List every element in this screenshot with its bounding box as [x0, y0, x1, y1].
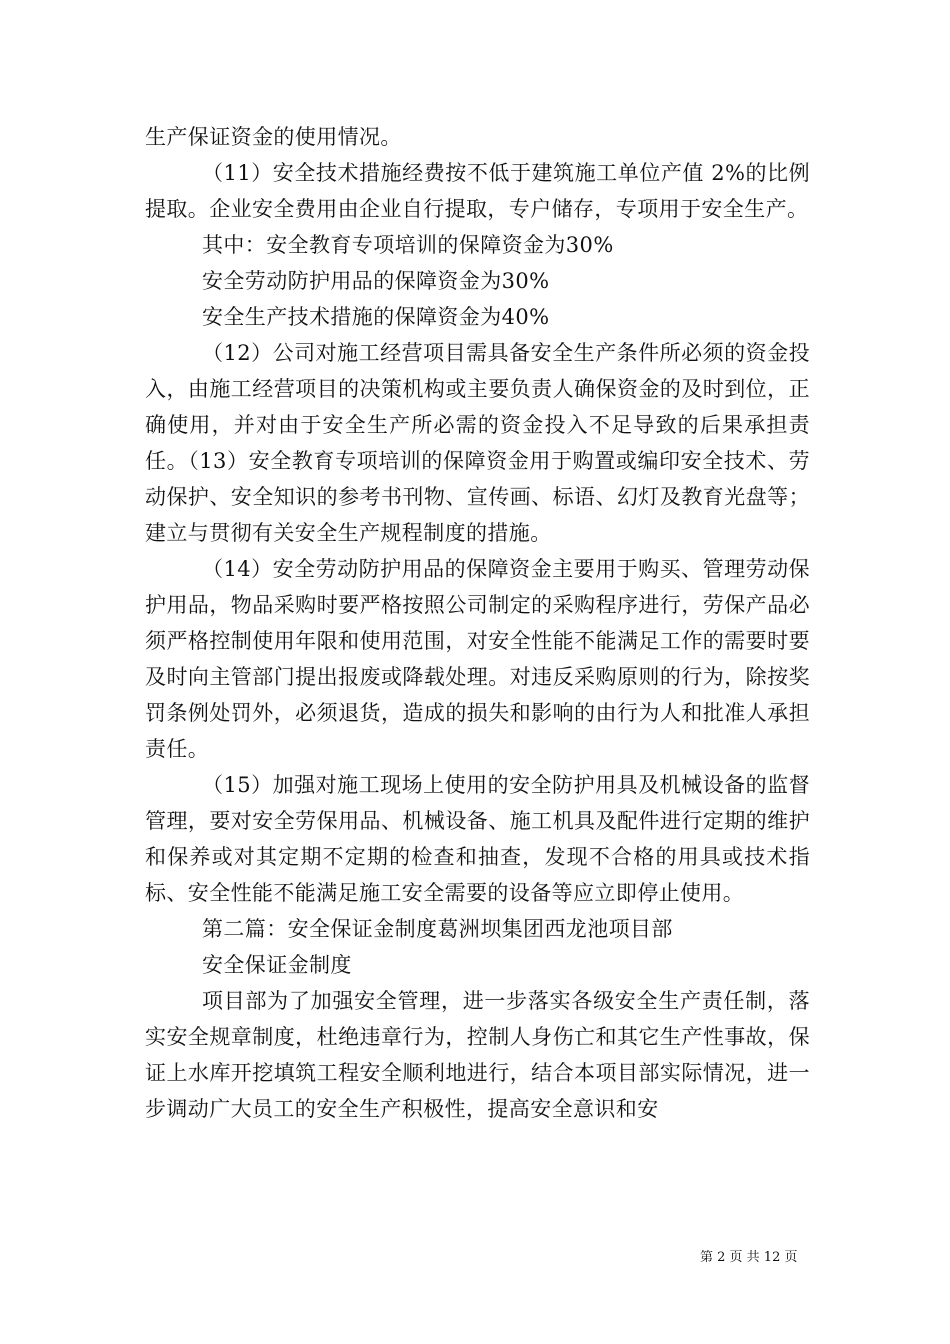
paragraph-continuation: 生产保证资金的使用情况。 [145, 125, 402, 149]
section-heading: 第二篇：安全保证金制度葛洲坝集团西龙池项目部 [202, 917, 673, 941]
paragraph-item-11: （11）安全技术措施经费按不低于建筑施工单位产值 2%的比例提取。企业安全费用由企业自行提取，专户储存，专项用于安全生产。 [145, 161, 810, 221]
paragraph-item-14: （14）安全劳动防护用品的保障资金主要用于购买、管理劳动保护用品，物品采购时要严格按照公司制定的采购程序进行，劳保产品必须严格控制使用年限和使用范围，对安全性能不能满足工作的需要时要及时向主管部门提出报废或降载处理。对违反采购原则的行为，除按奖罚条例处罚外，必须退货，造成的损失和影响的由行为人和批准人承担责任。 [145, 557, 810, 761]
paragraph-fund-technology: 安全生产技术措施的保障资金为40% [202, 305, 550, 329]
paragraph-intro: 项目部为了加强安全管理，进一步落实各级安全生产责任制，落实安全规章制度，杜绝违章行为，控制人身伤亡和其它生产性事故，保证上水库开挖填筑工程安全顺利地进行，结合本项目部实际情况，进一步调动广大员工的安全生产积极性，提高安全意识和安 [145, 989, 810, 1121]
page-number: 第 2 页 共 12 页 [700, 1250, 798, 1265]
paragraph-item-15: （15）加强对施工现场上使用的安全防护用具及机械设备的监督管理，要对安全劳保用品、机械设备、施工机具及配件进行定期的维护和保养或对其定期不定期的检查和抽查，发现不合格的用具或技术指标、安全性能不能满足施工安全需要的设备等应立即停止使用。 [145, 773, 810, 905]
paragraph-fund-protection: 安全劳动防护用品的保障资金为30% [202, 269, 550, 293]
paragraph-fund-education: 其中：安全教育专项培训的保障资金为30% [202, 233, 614, 257]
paragraph-item-12-13: （12）公司对施工经营项目需具备安全生产条件所必须的资金投入，由施工经营项目的决策机构或主要负责人确保资金的及时到位，正确使用，并对由于安全生产所必需的资金投入不足导致的后果承担责任。（13）安全教育专项培训的保障资金用于购置或编印安全技术、劳动保护、安全知识的参考书刊物、宣传画、标语、幻灯及教育光盘等；建立与贯彻有关安全生产规程制度的措施。 [145, 341, 810, 545]
document-body [145, 119, 810, 1127]
section-subheading: 安全保证金制度 [202, 953, 352, 977]
